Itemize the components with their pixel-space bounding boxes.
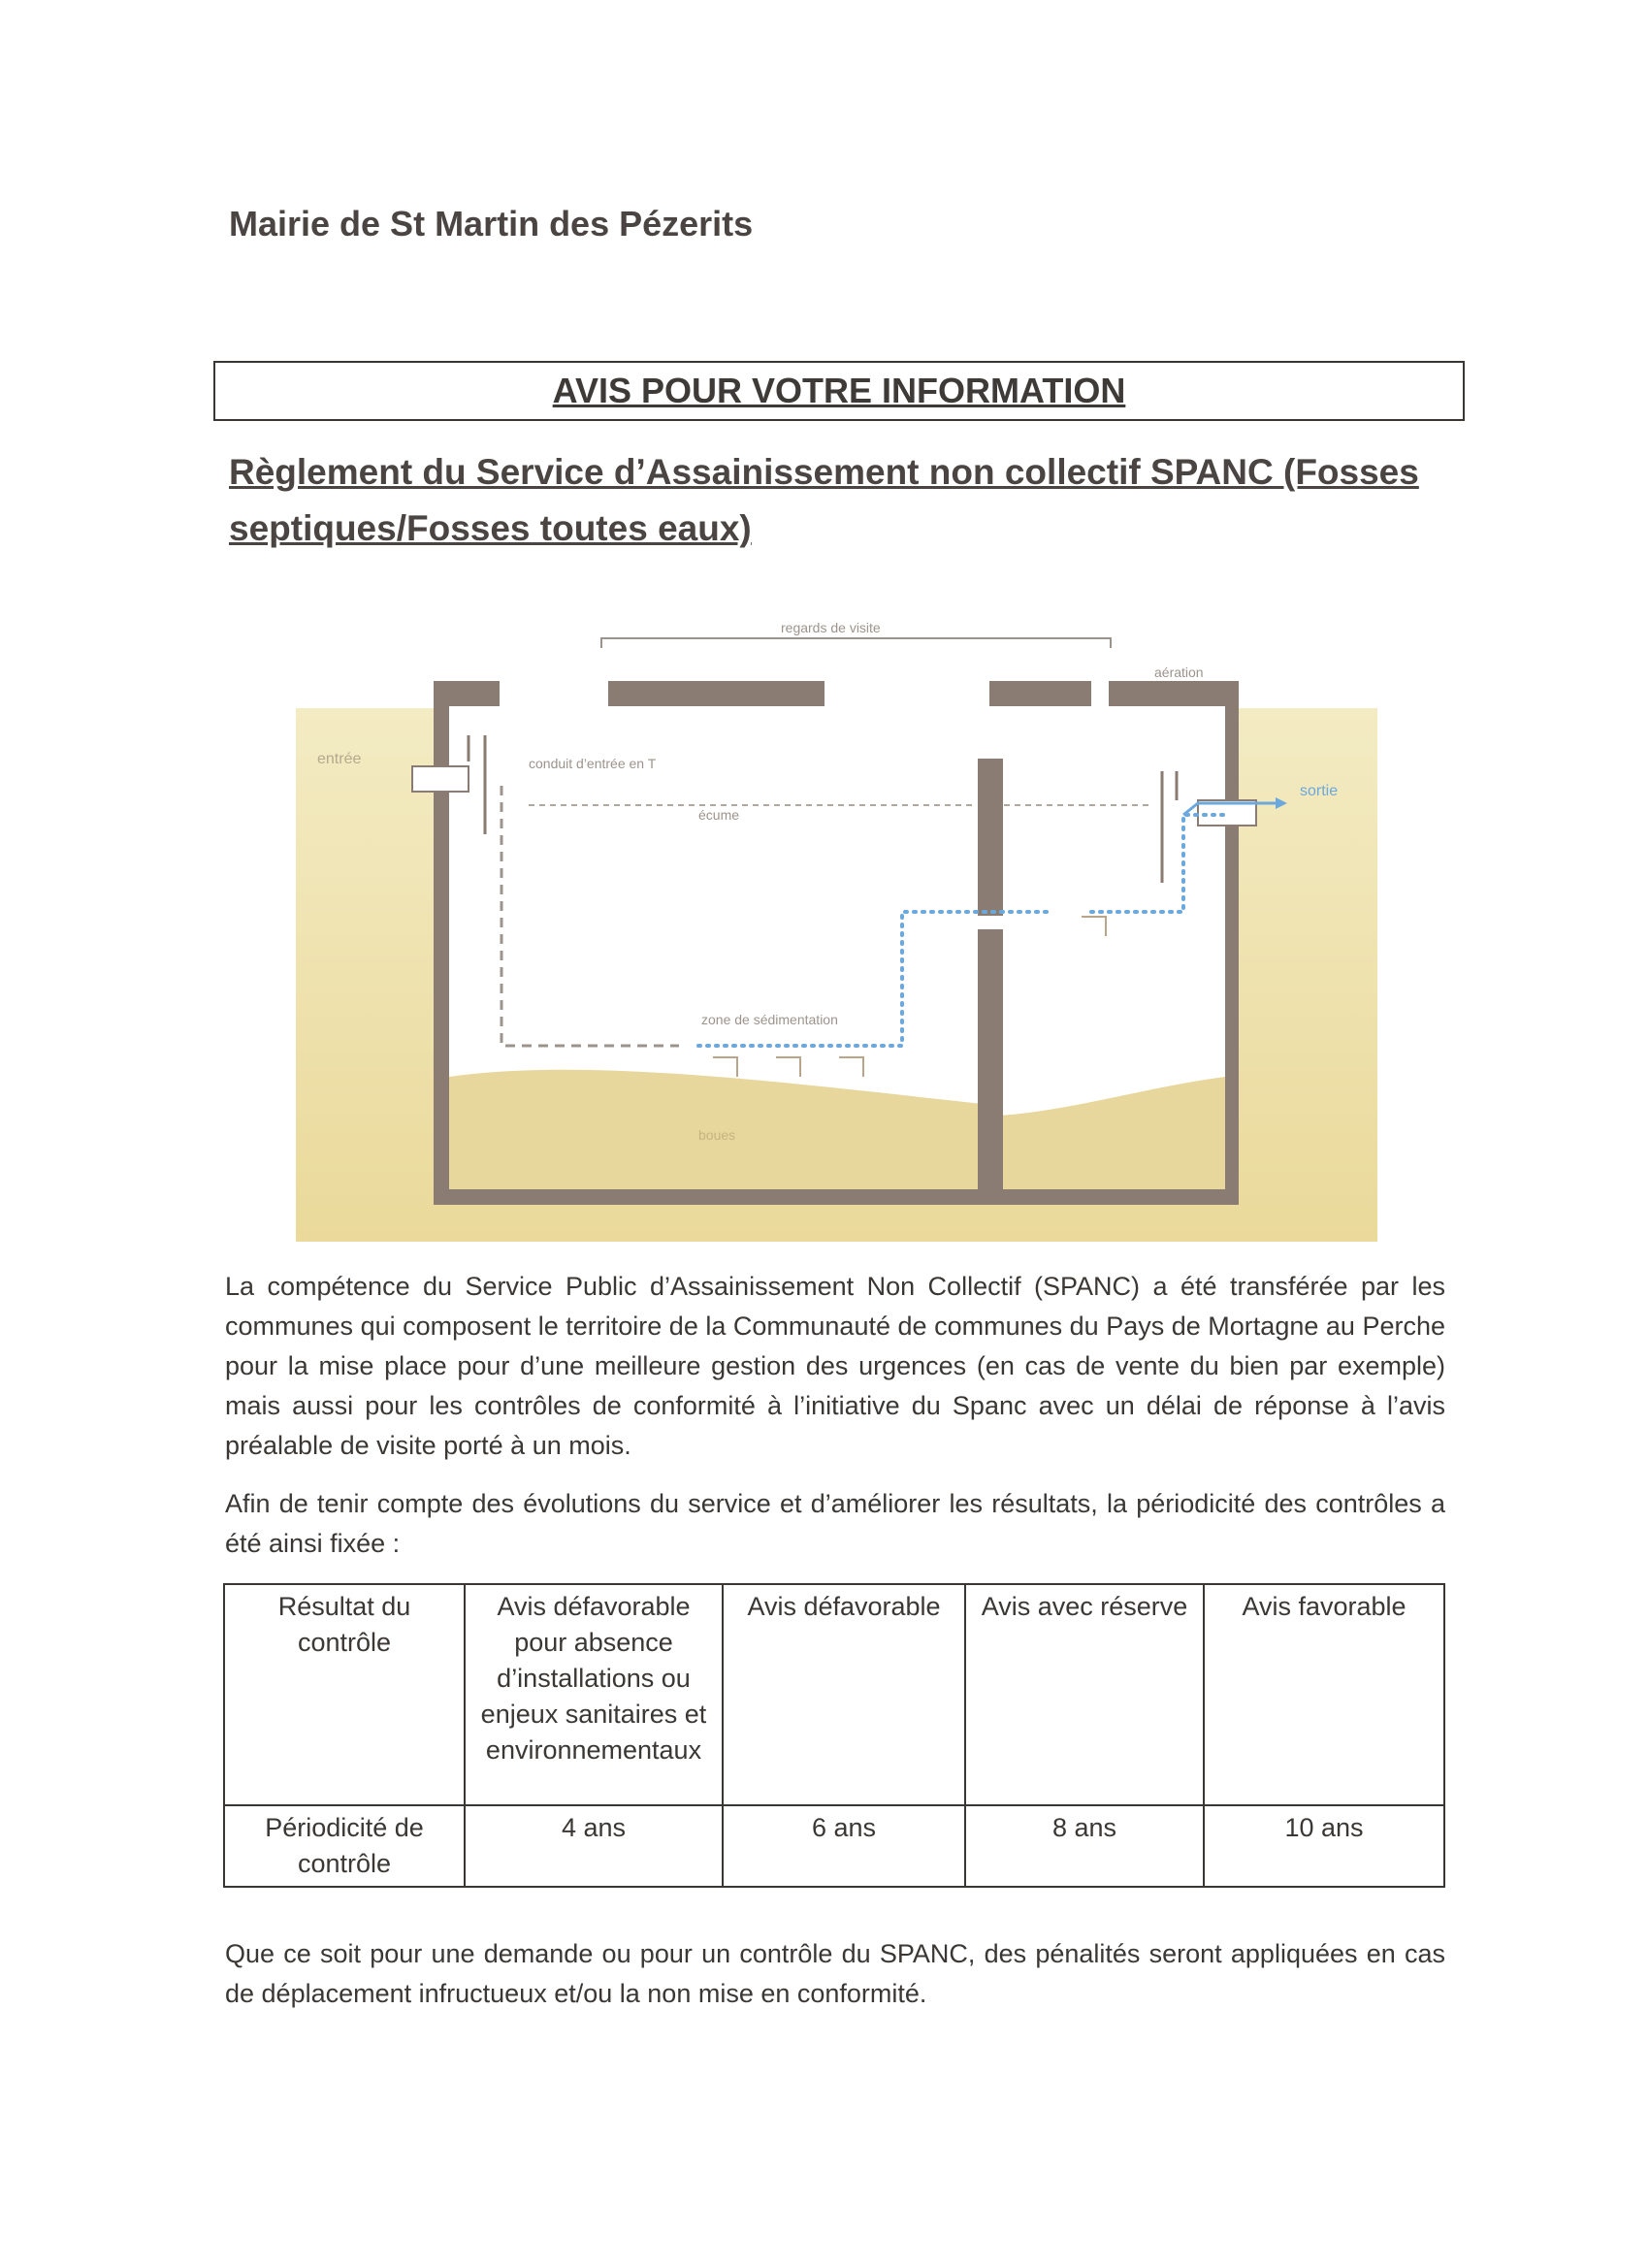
cell-result-absence: Avis défavorable pour absence d’installations ou enjeux sanitaires et environnementaux [465, 1584, 723, 1805]
row-header-resultat: Résultat du contrôle [224, 1584, 465, 1805]
inlet-pipe [412, 766, 469, 792]
label-ecume: écume [698, 807, 740, 823]
cell-period-6: 6 ans [723, 1805, 965, 1887]
regulation-title: Règlement du Service d’Assainissement non collectif SPANC (Fosses septiques/Fosses toutes eaux) [229, 452, 1419, 548]
cell-result-favorable: Avis favorable [1204, 1584, 1444, 1805]
row-header-periodicite: Périodicité de contrôle [224, 1805, 465, 1887]
cell-period-8: 8 ans [965, 1805, 1204, 1887]
table-row [224, 1584, 1444, 1805]
notice-title-box [213, 361, 1465, 421]
cell-result-defavorable: Avis défavorable [723, 1584, 965, 1805]
label-sedimentation: zone de sédimentation [701, 1012, 838, 1027]
paragraph-competence: La compétence du Service Public d’Assainissement Non Collectif (SPANC) a été transférée par les communes qui composent le territoire de la Communauté de communes du Pays de Mortagne au Perche pour la mise place pour d’une meilleure gestion des urgences (en cas de vente du bien par exemple) mais aussi pour les contrôles de conformité à l’initiative du Spanc avec un délai de réponse à l’avis préalable de visite porté à un mois. [225, 1272, 1445, 1460]
notice-title: AVIS POUR VOTRE INFORMATION [552, 371, 1126, 410]
cell-result-reserve: Avis avec réserve [965, 1584, 1204, 1805]
organization-name: Mairie de St Martin des Pézerits [229, 204, 754, 243]
label-entree: entrée [317, 751, 362, 767]
periodicity-table [223, 1583, 1445, 1888]
cell-period-10: 10 ans [1204, 1805, 1444, 1887]
label-sortie: sortie [1300, 783, 1339, 799]
label-conduit: conduit d’entrée en T [529, 756, 657, 771]
paragraph-periodicite: Afin de tenir compte des évolutions du service et d’améliorer les résultats, la périodicité des contrôles a été ainsi fixée : [225, 1489, 1445, 1558]
label-boues: boues [698, 1127, 736, 1143]
label-regards: regards de visite [781, 621, 881, 635]
partition-wall [978, 759, 1003, 916]
paragraph-penalites: Que ce soit pour une demande ou pour un contrôle du SPANC, des pénalités seront appliquées en cas de déplacement infructueux et/ou la non mise en conformité. [225, 1939, 1445, 2008]
label-ventilation: aération [1154, 664, 1204, 680]
table-row [224, 1805, 1444, 1887]
septic-tank-diagram [296, 621, 1377, 1242]
cell-period-4: 4 ans [465, 1805, 723, 1887]
